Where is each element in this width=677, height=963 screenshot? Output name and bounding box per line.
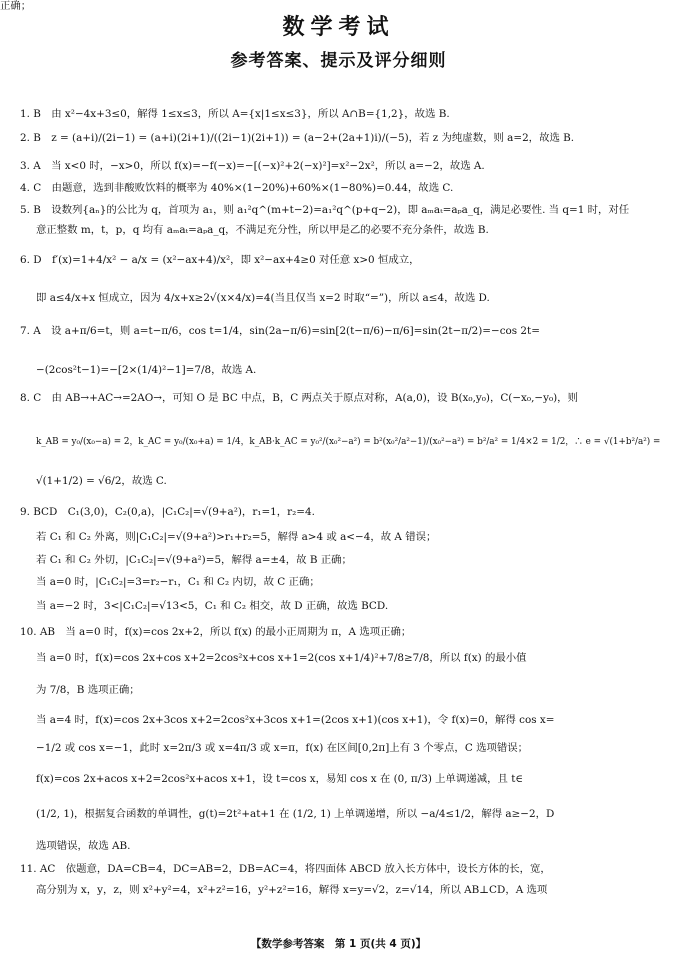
answer-line: 2. B z = (a+i)/(2i−1) = (a+i)(2i+1)/((2i−1)(2i+1)) = (a−2+(2a+1)i)/(−5)，若 z 为纯虚数，则 a=2，故选 B. <box>20 132 575 144</box>
answer-line: 即 a≤4/x+x 恒成立，因为 4/x+x≥2√(x×4/x)=4(当且仅当 x=2 时取“=”)，所以 a≤4，故选 D. <box>36 292 490 304</box>
answer-line: 6. D f′(x)=1+4/x² − a/x = (x²−ax+4)/x²，即 x²−ax+4≥0 对任意 x>0 恒成立， <box>20 254 420 266</box>
answer-line: k_AB = y₀/(x₀−a) = 2，k_AC = y₀/(x₀+a) = 1/4，k_AB·k_AC = y₀²/(x₀²−a²) = b²(x₀²/a²−1)/(x₀²−a²) = b²/a² = 1/4×2 = 1/2，∴ e = √(1+b²/a²) = <box>36 437 661 447</box>
answer-line: √(1+1/2) = √6/2，故选 C. <box>36 475 167 487</box>
answer-line: 9. BCD C₁(3,0)，C₂(0,a)，|C₁C₂|=√(9+a²)，r₁=1，r₂=4. <box>20 506 315 518</box>
answer-line: −1/2 或 cos x=−1，此时 x=2π/3 或 x=4π/3 或 x=π，f(x) 在区间[0,2π]上有 3 个零点，C 选项错误； <box>36 742 529 754</box>
answer-line: (1/2, 1)，根据复合函数的单调性，g(t)=2t²+at+1 在 (1/2, 1) 上单调递增，所以 −a/4≤1/2，解得 a≥−2，D <box>36 808 555 820</box>
answer-line: 当 a=0 时，f(x)=cos 2x+cos x+2=2cos²x+cos x+1=2(cos x+1/4)²+7/8≥7/8，所以 f(x) 的最小值 <box>36 652 527 664</box>
answer-line: 当 a=−2 时，3<|C₁C₂|=√13<5，C₁ 和 C₂ 相交，故 D 正确，故选 BCD. <box>36 600 389 612</box>
answer-line: 7. A 设 a+π/6=t，则 a=t−π/6，cos t=1/4，sin(2a−π/6)=sin[2(t−π/6)−π/6]=sin(2t−π/2)=−cos 2t= <box>20 325 540 337</box>
answer-line: 若 C₁ 和 C₂ 外离，则|C₁C₂|=√(9+a²)>r₁+r₂=5，解得 a>4 或 a<−4，故 A 错误； <box>36 531 437 543</box>
answer-line: 3. A 当 x<0 时，−x>0，所以 f(x)=−f(−x)=−[(−x)²+2(−x)²]=x²−2x²，所以 a=−2，故选 A. <box>20 160 485 172</box>
page-footer: 【数学参考答案 第 1 页(共 4 页)】 <box>250 938 427 950</box>
answer-line: 当 a=4 时，f(x)=cos 2x+3cos x+2=2cos²x+3cos x+1=(2cos x+1)(cos x+1)，令 f(x)=0，解得 cos x= <box>36 714 555 726</box>
answer-line: 4. C 由题意，选到非酸败饮料的概率为 40%×(1−20%)+60%×(1−80%)=0.44，故选 C. <box>20 182 454 194</box>
answer-line: 若 C₁ 和 C₂ 外切，|C₁C₂|=√(9+a²)=5，解得 a=±4，故 B 正确； <box>36 554 352 566</box>
page-title: 数学考试 <box>282 15 395 40</box>
answer-line: 11. AC 依题意，DA=CB=4，DC=AB=2，DB=AC=4，将四面体 ABCD 放入长方体中，设长方体的长，宽， <box>20 863 551 875</box>
page-subtitle: 参考答案、提示及评分细则 <box>230 51 447 71</box>
answer-line: 当 a=0 时，|C₁C₂|=3=r₂−r₁，C₁ 和 C₂ 内切，故 C 正确； <box>36 576 320 588</box>
answer-line: f(x)=cos 2x+acos x+2=2cos²x+acos x+1，设 t=cos x，易知 cos x 在 (0, π/3) 上单调递减，且 t∈ <box>36 773 524 785</box>
answer-line: 为 7/8，B 选项正确； <box>36 684 140 696</box>
answer-line: 正确； <box>0 0 32 12</box>
answer-line: 高分别为 x，y，z，则 x²+y²=4，x²+z²=16，y²+z²=16，解得 x=y=√2，z=√14，所以 AB⊥CD，A 选项 <box>36 884 548 896</box>
answer-line: 选项错误，故选 AB. <box>36 840 131 852</box>
answer-line: 10. AB 当 a=0 时，f(x)=cos 2x+2，所以 f(x) 的最小正周期为 π，A 选项正确； <box>20 626 412 638</box>
answer-line: 8. C 由 AB→+AC→=2AO→，可知 O 是 BC 中点，B，C 两点关于原点对称，A(a,0)，设 B(x₀,y₀)，C(−x₀,−y₀)，则 <box>20 392 578 404</box>
answer-line: 意正整数 m，t，p，q 均有 aₘaₜ=aₚa_q，不满足充分性，所以甲是乙的必要不充分条件，故选 B. <box>36 224 489 236</box>
answer-line: −(2cos²t−1)=−[2×(1/4)²−1]=7/8，故选 A. <box>36 364 257 376</box>
answer-line: 5. B 设数列{aₙ}的公比为 q，首项为 a₁，则 a₁²q^(m+t−2)=a₁²q^(p+q−2)，即 aₘaₜ=aₚa_q，满足必要性. 当 q=1 时，对任 <box>20 204 630 216</box>
answer-line: 1. B 由 x²−4x+3≤0，解得 1≤x≤3，所以 A={x|1≤x≤3}，所以 A∩B={1,2}，故选 B. <box>20 108 450 120</box>
